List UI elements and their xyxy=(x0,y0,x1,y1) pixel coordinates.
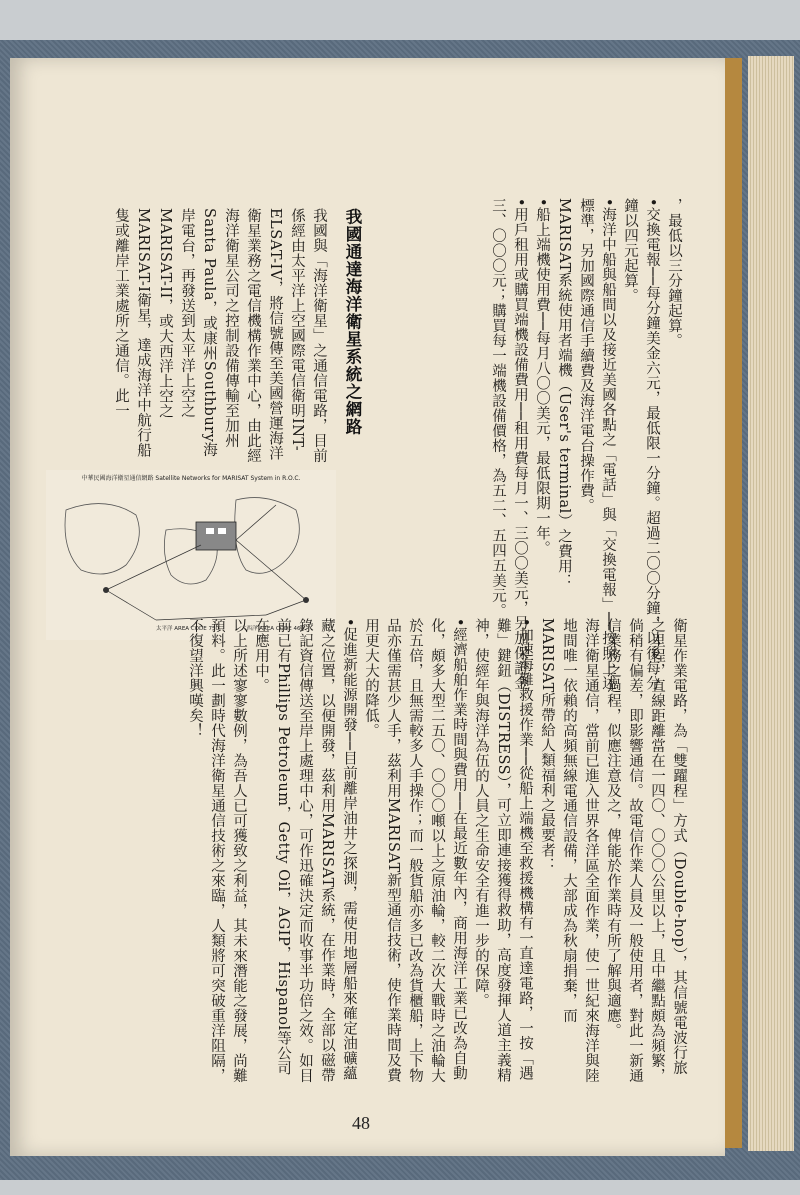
text-column-lower: 衛星作業電路，為「雙躍程」方式（Double-hop），其信號電波行旅之里程，直線距離當在一四〇、〇〇〇公里以上，且中繼點頗為頻繁，倘稍有偏差，即影響通信。故電信作業人員及一般使用者，對此一新通信業務之過程，似應注意及之，俾能於作業時有所了解與適應。 海洋衛星通信，當前已進入世界各洋區全面作業，使一世紀來海洋與陸地間唯一依賴的高頻無線電通信設備，大部成為秋扇捐棄，而MARISAT所帶給人類福利之最要者： •加速海難救援作業──從船上端機至救援機構有一直達電路，一按「遇難」鍵鈕（DISTRESS），可立即連接獲得救助，高度發揮人道主義精神，使經年與海洋為伍的人員之生命安全有進一步的保障。 •經濟船舶作業時間與費用──在最近數年內，商用海洋工業已改為自動化，頗多大型二五〇、〇〇〇噸以上之原油輪，較二次大戰時之油輪大於五倍，且無需較多人手操作；而一般貨船亦多已改為貨櫃船，上下物品亦僅需甚少人手，茲利用MARISAT新型通信技術，使作業時間及費用更大大的降低。 •促進新能源開發──目前離岸油井之探測，需使用地層船來確定油礦蘊藏之位置，以便開發，茲利用MARISAT系統，在作業時，全部以磁帶錄記資信傳送至岸上處理中心，可作迅確決定而收事半功倍之效。如目前已有Phillips Petroleum，Getty Oil，AGIP，Hispanol等公司在應用中。 以上所述寥寥數例，為吾人已可獲致之利益，其未來潛能之發展，尚難預料。此一劃時代海洋衛星通信技術之來臨，人類將可突破重洋阻隔，不復望洋興嘆矣！ xyxy=(187,618,687,1083)
book-page xyxy=(10,58,725,1156)
page-number: 48 xyxy=(352,1113,370,1133)
text-column-upper-right: ，最低以三分鐘起算。 •交換電報──每分鐘美金六元，最低限一分鐘。超過二〇〇分鐘，以後每分鐘以四元起算。 •海洋中船與船間以及接近美國各點之「電話」與「交換電報」──按照上述標準，另加國際通信手續費及海洋電台操作費。 MARISAT系統使用者端機（User's terminal）之費用： •船上端機使用費──每月八〇〇美元，最低限期一年。 •用戶租用或購買端機設備費用──租用費每月一、三〇〇美元，另加保證金三、〇〇〇元；購買每一端機設備價格，為五二、五四五美元。 xyxy=(490,198,682,691)
text-column-upper-left: 我國與「海洋衛星」之通信電路，目前係經由太平洋上空國際電信衛明INT-ELSAT-IV，將信號傳至美國營運海洋衛星業務之電信機構作業中心，由此經海洋衛星公司之控制設備傳輸至加州Santa Paula，或康州Southbury海岸電台，再發送到太平洋上空之MARISAT-II，或大西洋上空之MARISAT-I衛星，達成海洋中航行船隻或離岸工業處所之通信。此一 xyxy=(113,208,327,463)
section-heading: 我國通達海洋衛星系統之網路 xyxy=(343,208,362,436)
map-label-pacific: 太平洋 AREA CODE 750 xyxy=(156,626,219,632)
map-caption: 中華民國海洋衛星通信網路 Satellite Networks for MARISAT System in R.O.C. xyxy=(81,475,301,482)
page-stack-edge xyxy=(748,56,794,1151)
map-label-atlantic: 大西洋 AREA CODE 460 xyxy=(241,626,304,632)
satellite-network-map xyxy=(46,470,336,640)
